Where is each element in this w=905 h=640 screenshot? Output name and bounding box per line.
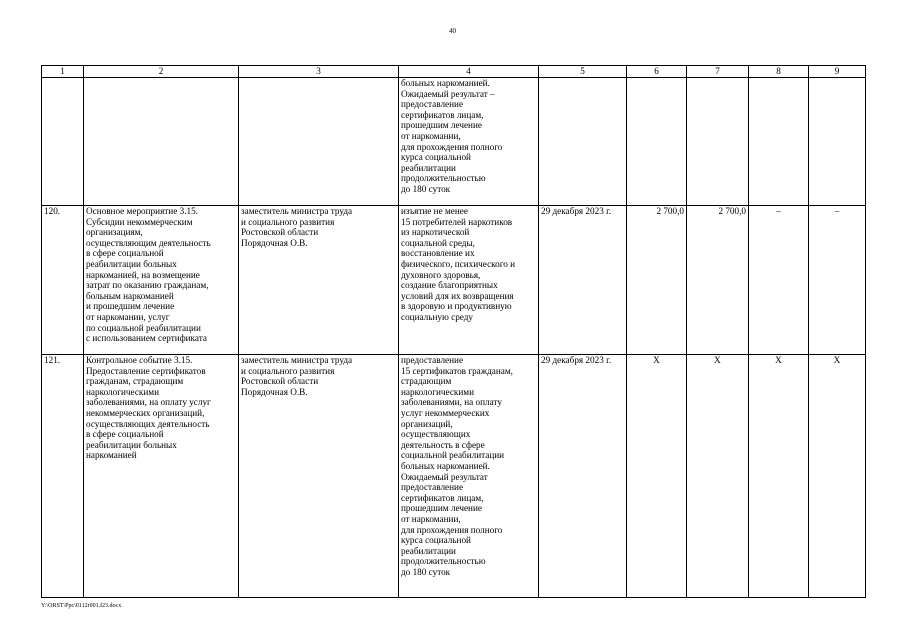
column-header: 1: [42, 66, 84, 78]
event-name-cell: Контрольное событие 3.15. Предоставление сертификатов гражданам, страдающим наркологическими заболеваниями, на оплату услуг некоммерческих организаций, осуществляющих деятельность в сфере социальной реабилитации больных наркоманией: [84, 355, 239, 598]
deadline-cell: 29 декабря 2023 г.: [539, 355, 627, 598]
amount-cell: Х: [687, 355, 749, 598]
column-header: 9: [809, 66, 866, 78]
table-header-row: [42, 66, 866, 78]
page-number: 40: [449, 27, 456, 35]
table-row-121: [42, 355, 866, 598]
column-header: 2: [84, 66, 239, 78]
deadline-cell: [539, 78, 627, 206]
amount-cell: [749, 78, 809, 206]
event-name-cell: [84, 78, 239, 206]
amount-cell: [627, 78, 687, 206]
amount-cell: Х: [749, 355, 809, 598]
row-number-cell: 121.: [42, 355, 84, 598]
amount-cell: [809, 78, 866, 206]
amount-cell: Х: [809, 355, 866, 598]
event-name-cell: Основное мероприятие 3.15. Субсидии некоммерческим организациям, осуществляющим деятельность в сфере социальной реабилитации больных наркоманией, на возмещение затрат по оказанию гражданам, больным наркоманией и прошедшим лечение от наркомании, услуг по социальной реабилитации с использованием сертификата: [84, 206, 239, 355]
amount-cell: Х: [627, 355, 687, 598]
amount-cell: –: [809, 206, 866, 355]
responsible-cell: [239, 78, 399, 206]
responsible-cell: заместитель министра труда и социального развития Ростовской области Порядочная О.В.: [239, 355, 399, 598]
expected-result-cell: предоставление 15 сертификатов гражданам, страдающим наркологическими заболеваниями, на оплату услуг некоммерческих организаций, осуществляющих деятельность в сфере социальной реабилитации больных наркоманией. Ожидаемый результат предоставление сертификатов лицам, прошедшим лечение от наркомании, для прохождения полного курса социальной реабилитации продолжительностью до 180 суток: [399, 355, 539, 598]
row-number-cell: [42, 78, 84, 206]
deadline-cell: 29 декабря 2023 г.: [539, 206, 627, 355]
file-path-footer: Y:\ORST\Ppc\0112r001.f23.docx: [41, 603, 122, 609]
expected-result-cell: изъятие не менее 15 потребителей наркотиков из наркотической социальной среды, восстановление их физического, психического и духовного здоровья, создание благоприятных условий для их возвращения в здоровую и продуктивную социальную среду: [399, 206, 539, 355]
amount-cell: 2 700,0: [627, 206, 687, 355]
expected-result-cell: больных наркоманией. Ожидаемый результат – предоставление сертификатов лицам, прошедшим лечение от наркомании, для прохождения полного курса социальной реабилитации продолжительностью до 180 суток: [399, 78, 539, 206]
table-row-120: [42, 206, 866, 355]
column-header: 4: [399, 66, 539, 78]
table-row-continuation: [42, 78, 866, 206]
column-header: 8: [749, 66, 809, 78]
column-header: 7: [687, 66, 749, 78]
column-header: 5: [539, 66, 627, 78]
responsible-cell: заместитель министра труда и социального развития Ростовской области Порядочная О.В.: [239, 206, 399, 355]
amount-cell: 2 700,0: [687, 206, 749, 355]
column-header: 6: [627, 66, 687, 78]
measures-table: [41, 65, 866, 598]
column-header: 3: [239, 66, 399, 78]
amount-cell: [687, 78, 749, 206]
amount-cell: –: [749, 206, 809, 355]
row-number-cell: 120.: [42, 206, 84, 355]
